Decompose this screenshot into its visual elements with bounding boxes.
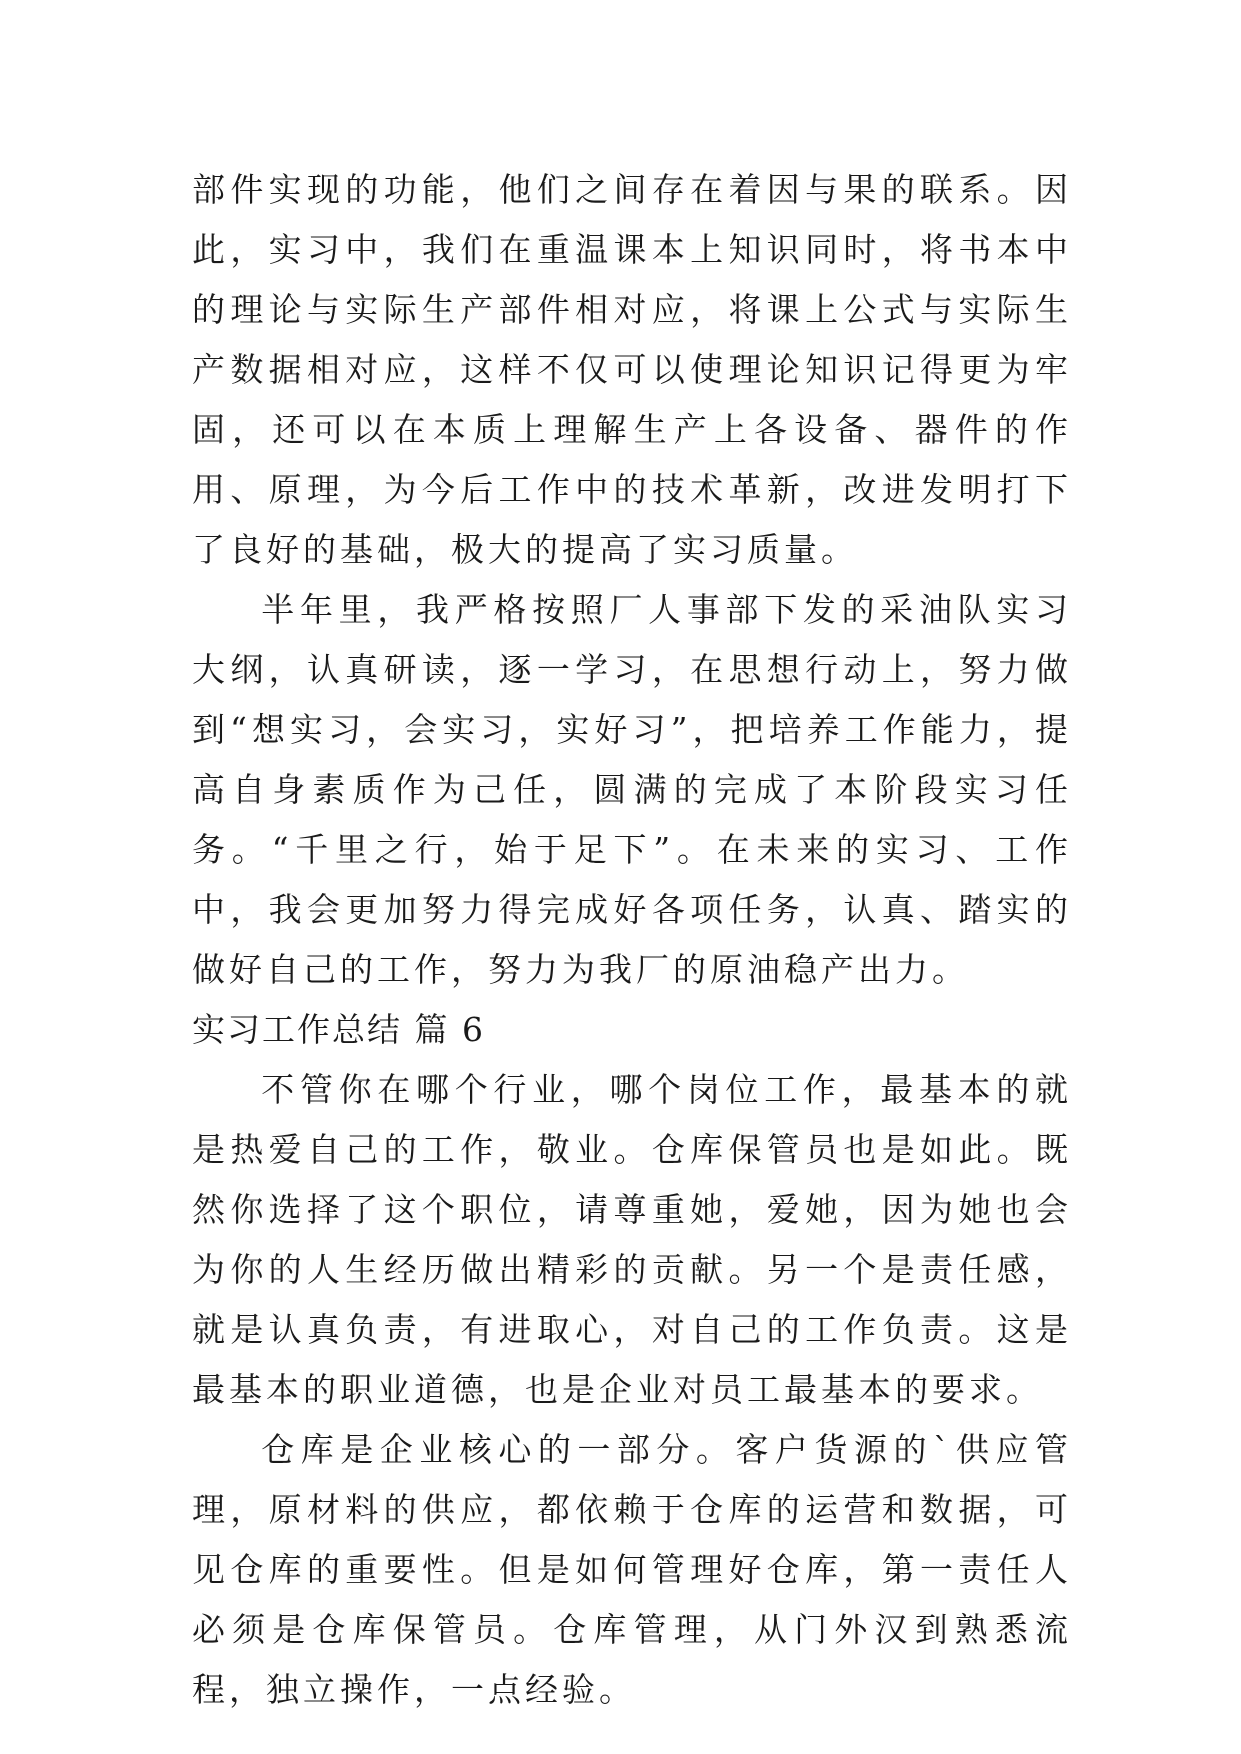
paragraph-3: 不管你在哪个行业，哪个岗位工作，最基本的就是热爱自己的工作，敬业。仓库保管员也是如此。既然你选择了这个职位，请尊重她，爱她，因为她也会为你的人生经历做出精彩的贡献。另一个是责任感，就是认真负责，有进取心，对自己的工作负责。这是最基本的职业道德，也是企业对员工最基本的要求。 <box>192 1070 1072 1409</box>
paragraph-1: 部件实现的功能，他们之间存在着因与果的联系。因此，实习中，我们在重温课本上知识同时，将书本中的理论与实际生产部件相对应，将课上公式与实际生产数据相对应，这样不仅可以使理论知识记得更为牢固，还可以在本质上理解生产上各设备、器件的作用、原理，为今后工作中的技术革新，改进发明打下了良好的基础，极大的提高了实习质量。 <box>192 170 1072 569</box>
paragraph-4: 仓库是企业核心的一部分。客户货源的`供应管理，原材料的供应，都依赖于仓库的运营和数据，可见仓库的重要性。但是如何管理好仓库，第一责任人必须是仓库保管员。仓库管理，从门外汉到熟悉流程，独立操作，一点经验。 <box>192 1430 1072 1709</box>
document-body <box>192 160 1072 1720</box>
section-heading: 实习工作总结 篇 6 <box>192 1010 485 1049</box>
paragraph-2: 半年里，我严格按照厂人事部下发的采油队实习大纲，认真研读，逐一学习，在思想行动上，努力做到“想实习，会实习，实好习”，把培养工作能力，提高自身素质作为己任，圆满的完成了本阶段实习任务。“千里之行，始于足下”。在未来的实习、工作中，我会更加努力得完成好各项任务，认真、踏实的做好自己的工作，努力为我厂的原油稳产出力。 <box>192 590 1072 989</box>
